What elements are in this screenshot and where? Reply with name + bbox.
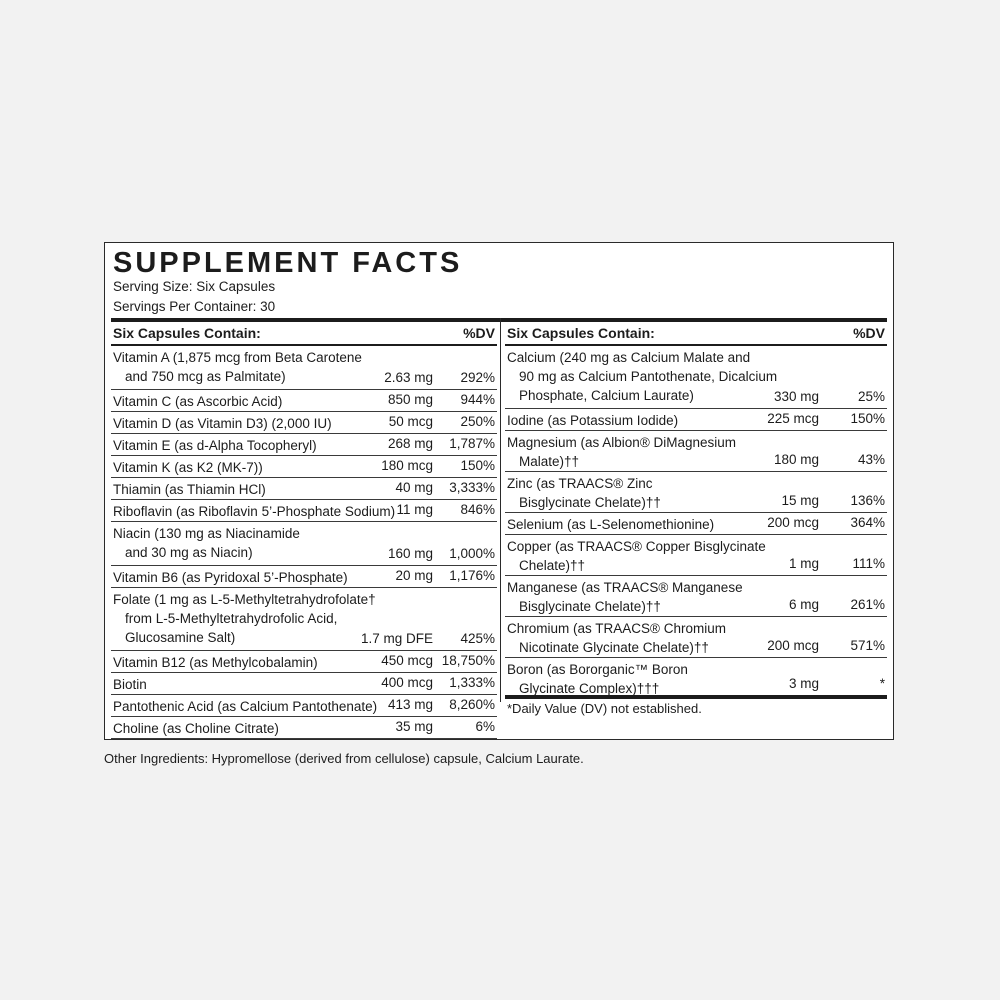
nutrient-amount: 35 mg	[395, 719, 433, 734]
nutrient-name	[113, 348, 362, 386]
right-column-header	[505, 322, 887, 346]
nutrient-amount: 160 mg	[387, 546, 433, 561]
nutrient-name-line: Riboflavin (as Riboflavin 5’-Phosphate Sodium)	[113, 504, 396, 519]
nutrient-name-line: from L-5-Methyltetrahydrofolic Acid,	[125, 611, 338, 626]
nutrient-name	[113, 458, 263, 477]
nutrient-dv: 425%	[460, 631, 495, 646]
nutrient-name-line: Zinc (as TRAACS® Zinc	[507, 476, 653, 491]
nutrient-name-line: Niacin (130 mg as Niacinamide	[113, 526, 300, 541]
nutrient-name-line: Thiamin (as Thiamin HCl)	[113, 482, 266, 497]
nutrient-name-line: Bisglycinate Chelate)††	[519, 599, 661, 614]
nutrient-name	[113, 675, 147, 694]
nutrient-row	[111, 456, 497, 478]
nutrient-name	[507, 411, 678, 430]
nutrient-row	[111, 673, 497, 695]
nutrient-name	[113, 414, 332, 433]
nutrient-name	[113, 436, 317, 455]
nutrient-amount: 6 mg	[788, 597, 819, 612]
nutrient-name-line: Vitamin K (as K2 (MK-7))	[113, 460, 263, 475]
nutrient-dv: *	[879, 676, 885, 691]
dv-footnote: *Daily Value (DV) not established.	[507, 701, 702, 716]
nutrient-amount: 200 mcg	[767, 638, 819, 653]
nutrient-name-line: Choline (as Choline Citrate)	[113, 721, 279, 736]
nutrient-amount: 450 mcg	[381, 653, 433, 668]
nutrient-dv: 3,333%	[449, 480, 495, 495]
nutrient-name	[113, 480, 266, 499]
nutrient-amount: 400 mcg	[381, 675, 433, 690]
nutrient-name-line: Vitamin B6 (as Pyridoxal 5’-Phosphate)	[113, 570, 348, 585]
nutrient-row	[505, 658, 887, 699]
nutrient-dv: 1,000%	[449, 546, 495, 561]
nutrient-dv: 6%	[475, 719, 495, 734]
nutrient-dv: 846%	[460, 502, 495, 517]
nutrient-amount: 50 mcg	[388, 414, 433, 429]
nutrient-amount: 1 mg	[788, 556, 819, 571]
right-column	[505, 322, 887, 719]
nutrient-amount: 2.63 mg	[384, 370, 433, 385]
nutrient-dv: 944%	[460, 392, 495, 407]
nutrient-name-line: Glucosamine Salt)	[125, 630, 236, 645]
nutrient-amount: 40 mg	[395, 480, 433, 495]
nutrient-name-line: Calcium (240 mg as Calcium Malate and	[507, 350, 751, 365]
nutrient-dv: 261%	[850, 597, 885, 612]
nutrient-name	[507, 474, 661, 512]
nutrient-name-line: Bisglycinate Chelate)††	[519, 495, 661, 510]
nutrient-row	[111, 522, 497, 566]
nutrient-amount: 180 mg	[773, 452, 819, 467]
nutrient-dv: 250%	[460, 414, 495, 429]
nutrient-dv: 1,176%	[449, 568, 495, 583]
nutrient-dv: 571%	[850, 638, 885, 653]
nutrient-row	[111, 478, 497, 500]
nutrient-row	[505, 346, 887, 409]
nutrient-row	[505, 409, 887, 431]
nutrient-name-line: Pantothenic Acid (as Calcium Pantothenate)	[113, 699, 378, 714]
nutrient-name	[507, 660, 688, 698]
other-ingredients: Other Ingredients: Hypromellose (derived from cellulose) capsule, Calcium Laurate.	[104, 751, 584, 766]
nutrient-name-line: Magnesium (as Albion® DiMagnesium	[507, 435, 737, 450]
nutrient-amount: 413 mg	[387, 697, 433, 712]
nutrient-dv: 292%	[460, 370, 495, 385]
right-header-name: Six Capsules Contain:	[507, 325, 655, 341]
left-column-header	[111, 322, 497, 346]
nutrient-name-line: Manganese (as TRAACS® Manganese	[507, 580, 743, 595]
nutrient-name	[507, 619, 726, 657]
nutrient-name	[507, 515, 714, 534]
nutrient-name	[507, 348, 777, 405]
nutrient-dv: 25%	[857, 389, 885, 404]
nutrient-row	[111, 717, 497, 739]
nutrient-name	[507, 578, 743, 616]
nutrient-dv: 150%	[850, 411, 885, 426]
nutrient-row	[111, 434, 497, 456]
nutrient-amount: 1.7 mg DFE	[360, 631, 433, 646]
nutrient-row	[111, 651, 497, 673]
nutrient-amount: 180 mcg	[381, 458, 433, 473]
nutrient-dv: 18,750%	[441, 653, 495, 668]
nutrient-name-line: and 30 mg as Niacin)	[125, 545, 253, 560]
nutrient-dv: 111%	[852, 556, 885, 571]
nutrient-name-line: Vitamin E (as d-Alpha Tocopheryl)	[113, 438, 317, 453]
left-header-name: Six Capsules Contain:	[113, 325, 261, 341]
nutrient-name-line: Boron (as Bororganic™ Boron	[507, 662, 688, 677]
serving-size: Serving Size: Six Capsules	[113, 279, 276, 294]
nutrient-amount: 11 mg	[396, 502, 433, 517]
nutrient-name-line: Vitamin B12 (as Methylcobalamin)	[113, 655, 318, 670]
nutrient-amount: 330 mg	[773, 389, 819, 404]
nutrient-row	[111, 412, 497, 434]
nutrient-amount: 3 mg	[788, 676, 819, 691]
nutrient-name-line: Malate)††	[519, 454, 580, 469]
nutrient-name	[113, 392, 282, 411]
nutrient-dv: 1,333%	[449, 675, 495, 690]
servings-per-container: Servings Per Container: 30	[113, 299, 276, 314]
nutrient-name-line: 90 mg as Calcium Pantothenate, Dicalcium	[519, 369, 778, 384]
nutrient-row	[505, 472, 887, 513]
nutrient-name	[113, 653, 318, 672]
panel-title: SUPPLEMENT FACTS	[113, 247, 463, 279]
nutrient-row	[111, 566, 497, 588]
nutrient-name-line: Folate (1 mg as L-5-Methyltetrahydrofolate†	[113, 592, 376, 607]
nutrient-amount: 200 mcg	[767, 515, 819, 530]
nutrient-name-line: Vitamin D (as Vitamin D3) (2,000 IU)	[113, 416, 332, 431]
nutrient-row	[111, 390, 497, 412]
supplement-facts-panel	[104, 242, 894, 740]
nutrient-name-line: Chelate)††	[519, 558, 586, 573]
nutrient-row	[111, 346, 497, 390]
nutrient-name-line: Chromium (as TRAACS® Chromium	[507, 621, 726, 636]
nutrient-name	[113, 568, 348, 587]
nutrient-name	[507, 537, 766, 575]
nutrient-name-line: Copper (as TRAACS® Copper Bisglycinate	[507, 539, 766, 554]
nutrient-row	[505, 513, 887, 535]
nutrient-amount: 20 mg	[395, 568, 433, 583]
nutrient-dv: 364%	[850, 515, 885, 530]
nutrient-dv: 43%	[857, 452, 885, 467]
nutrient-name	[113, 590, 376, 647]
nutrient-name-line: and 750 mcg as Palmitate)	[125, 369, 286, 384]
nutrient-row	[111, 500, 497, 522]
nutrient-name-line: Iodine (as Potassium Iodide)	[507, 413, 679, 428]
nutrient-name-line: Phosphate, Calcium Laurate)	[519, 388, 694, 403]
right-header-dv: %DV	[853, 325, 885, 341]
nutrient-name	[113, 719, 279, 738]
nutrient-name-line: Biotin	[113, 677, 147, 692]
nutrient-name-line: Glycinate Complex)†††	[519, 681, 660, 696]
nutrient-name-line: Vitamin A (1,875 mcg from Beta Carotene	[113, 350, 362, 365]
nutrient-row	[111, 695, 497, 717]
nutrient-amount: 268 mg	[387, 436, 433, 451]
nutrient-amount: 225 mcg	[767, 411, 819, 426]
nutrient-dv: 150%	[460, 458, 495, 473]
nutrient-row	[111, 588, 497, 651]
nutrient-name	[113, 697, 377, 716]
nutrient-name	[113, 524, 300, 562]
left-header-dv: %DV	[463, 325, 495, 341]
nutrient-row	[505, 617, 887, 658]
nutrient-dv: 136%	[850, 493, 885, 508]
nutrient-dv: 1,787%	[449, 436, 495, 451]
left-column	[111, 322, 497, 739]
nutrient-name-line: Nicotinate Glycinate Chelate)††	[519, 640, 709, 655]
nutrient-dv: 8,260%	[449, 697, 495, 712]
nutrient-row	[505, 535, 887, 576]
nutrient-amount: 15 mg	[781, 493, 819, 508]
nutrient-row	[505, 576, 887, 617]
nutrient-name	[113, 502, 395, 521]
nutrient-name-line: Selenium (as L-Selenomethionine)	[507, 517, 715, 532]
nutrient-name	[507, 433, 736, 471]
nutrient-amount: 850 mg	[387, 392, 433, 407]
nutrient-row	[505, 431, 887, 472]
column-divider	[500, 318, 501, 702]
nutrient-name-line: Vitamin C (as Ascorbic Acid)	[113, 394, 283, 409]
